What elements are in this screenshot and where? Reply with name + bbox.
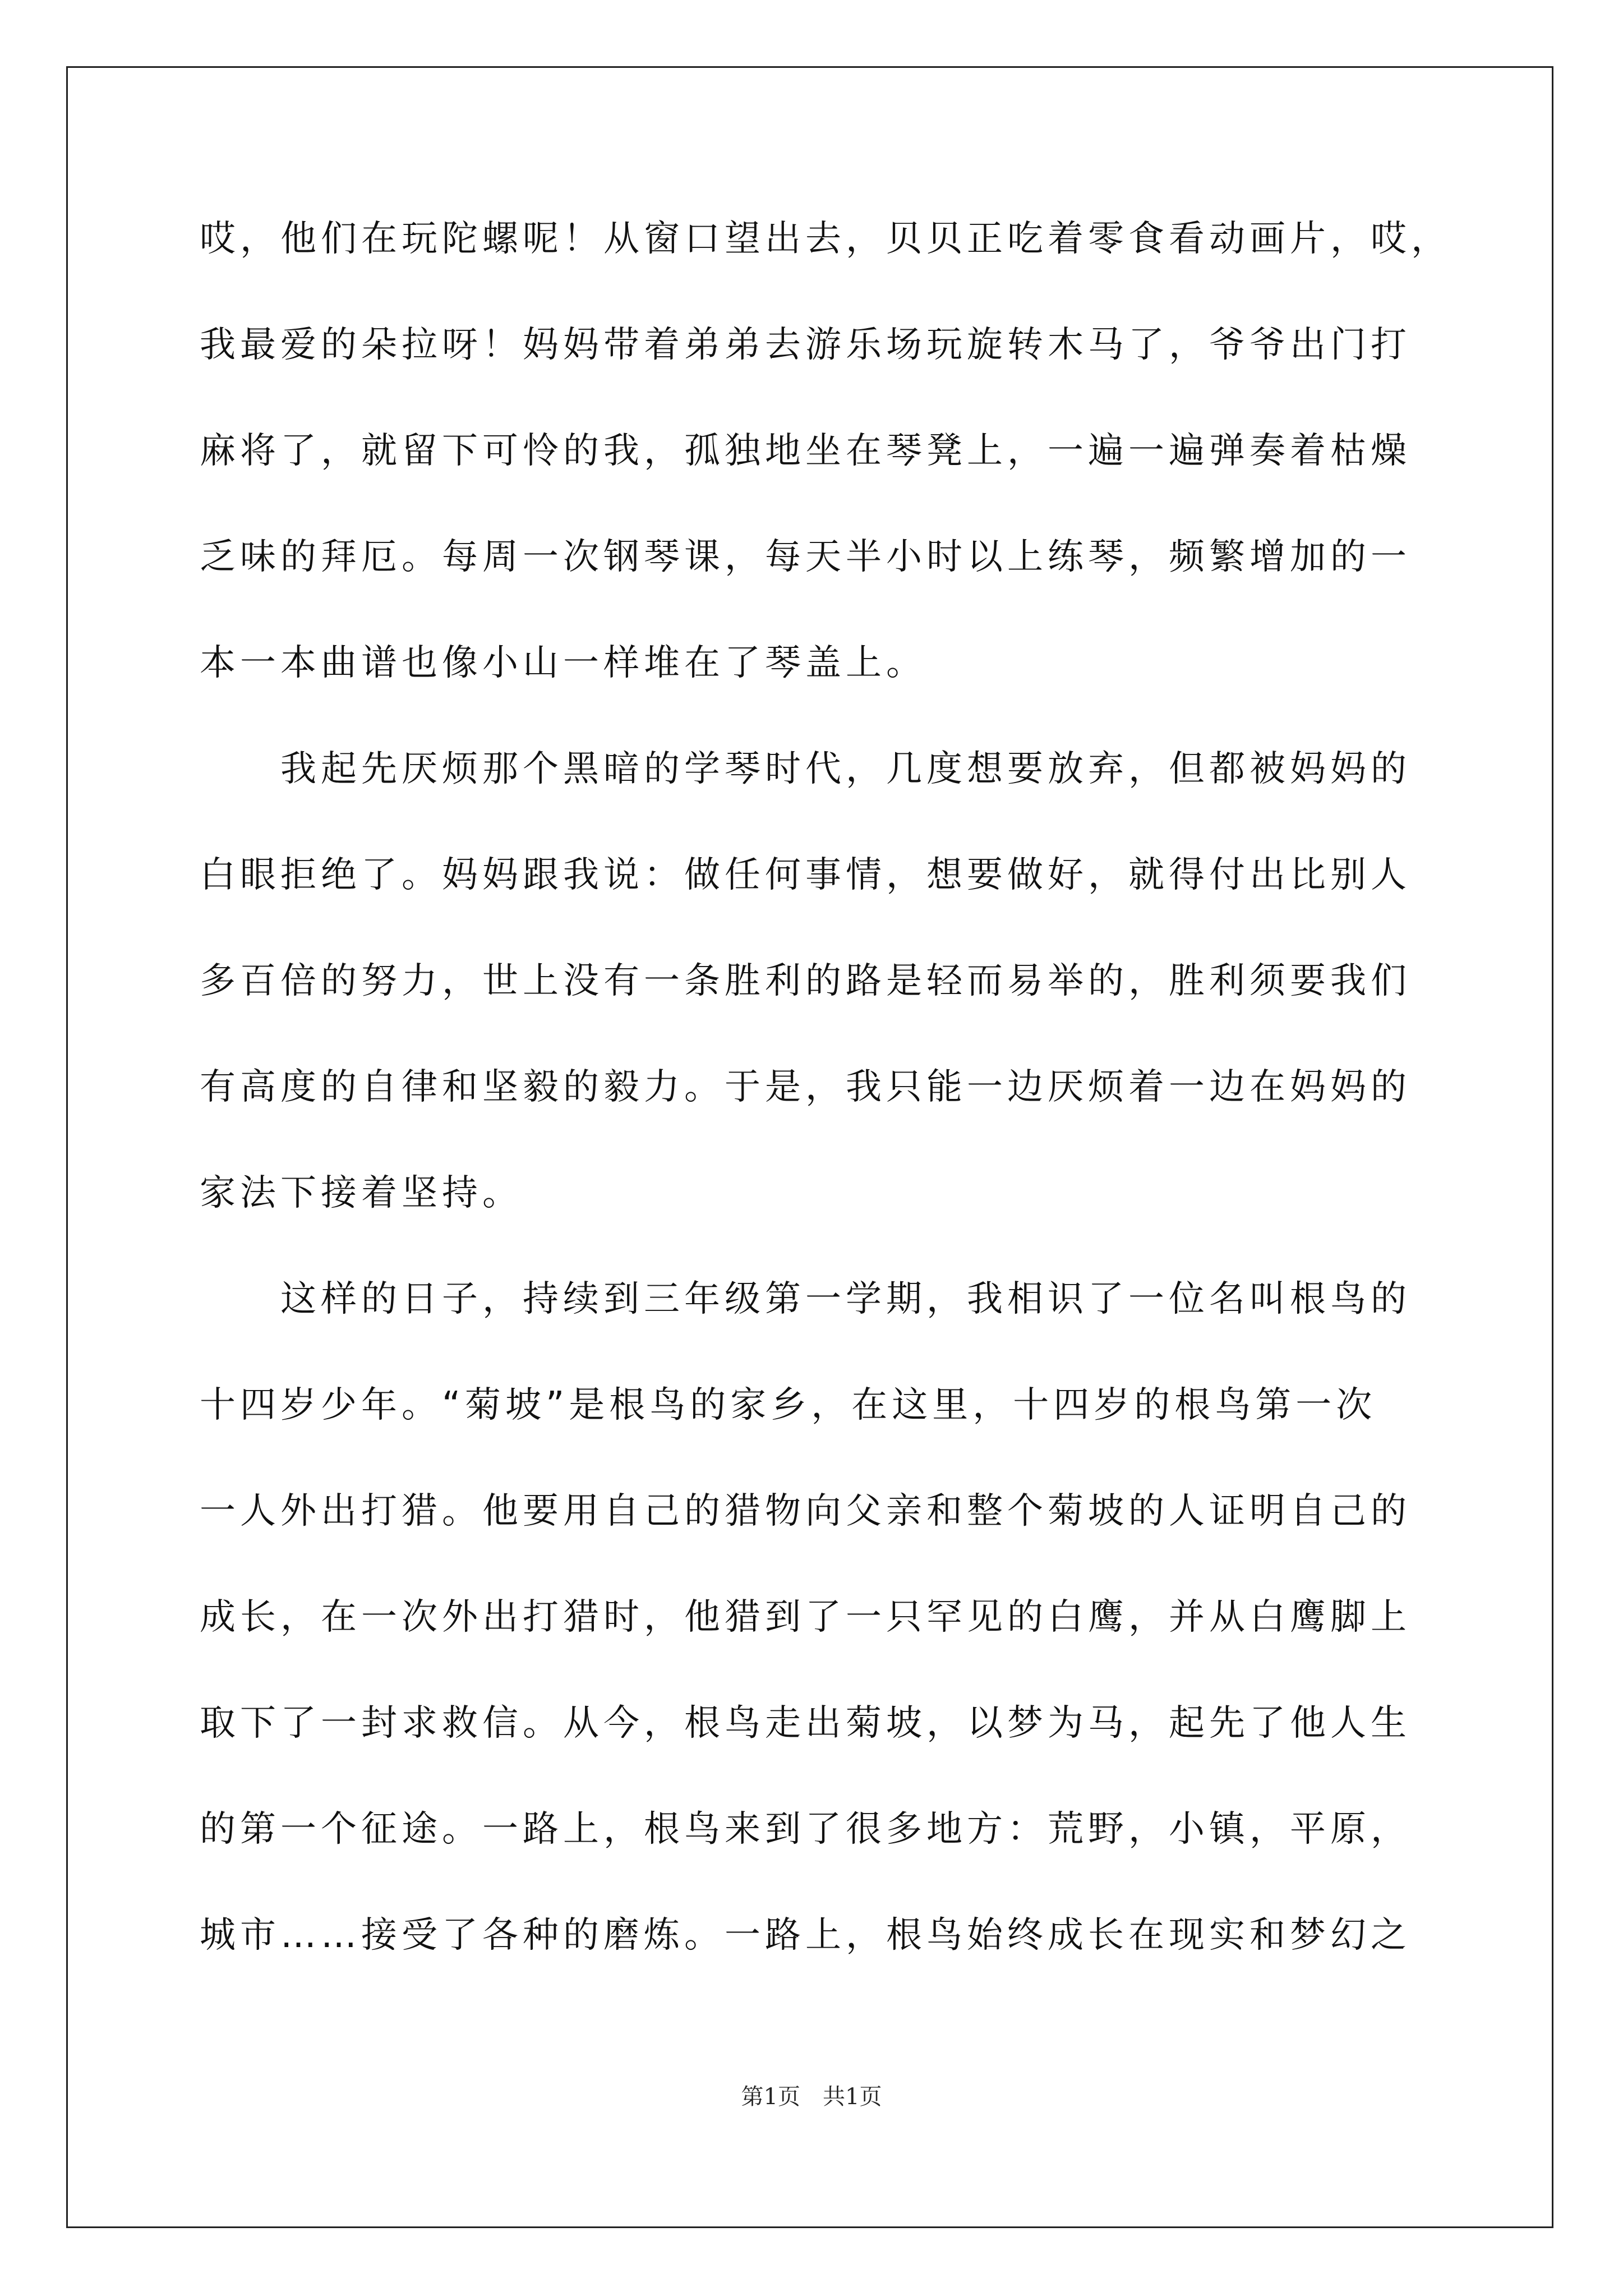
- text-line-2: 我最爱的朵拉呀！妈妈带着弟弟去游乐场玩旋转木马了，爷爷出门打: [200, 324, 1411, 366]
- text-line-3: 麻将了，就留下可怜的我，孤独地坐在琴凳上，一遍一遍弹奏着枯燥: [200, 430, 1411, 472]
- text-line-8: 多百倍的努力，世上没有一条胜利的路是轻而易举的，胜利须要我们: [200, 960, 1411, 1002]
- text-line-4: 乏味的拜厄。每周一次钢琴课，每天半小时以上练琴，频繁增加的一: [200, 536, 1411, 578]
- text-line-1: 哎，他们在玩陀螺呢！从窗口望出去，贝贝正吃着零食看动画片，哎，: [200, 218, 1451, 260]
- text-line-9: 有高度的自律和坚毅的毅力。于是，我只能一边厌烦着一边在妈妈的: [200, 1066, 1411, 1108]
- text-line-15: 取下了一封求救信。从今，根鸟走出菊坡，以梦为马，起先了他人生: [200, 1703, 1411, 1744]
- text-line-7: 白眼拒绝了。妈妈跟我说：做任何事情，想要做好，就得付出比别人: [200, 854, 1411, 896]
- text-line-12: 十四岁少年。“菊坡”是根鸟的家乡，在这里，十四岁的根鸟第一次: [200, 1384, 1377, 1426]
- document-body: [200, 208, 1451, 2010]
- text-line-5: 本一本曲谱也像小山一样堆在了琴盖上。: [200, 642, 926, 684]
- text-line-17: 城市……接受了各种的磨炼。一路上，根鸟始终成长在现实和梦幻之: [200, 1915, 1411, 1956]
- page-number-footer: 第1页 共1页: [741, 2084, 882, 2110]
- text-line-11: 这样的日子，持续到三年级第一学期，我相识了一位名叫根鸟的: [200, 1278, 1411, 1320]
- text-line-6: 我起先厌烦那个黑暗的学琴时代，几度想要放弃，但都被妈妈的: [200, 748, 1411, 790]
- text-line-16: 的第一个征途。一路上，根鸟来到了很多地方：荒野，小镇，平原，: [200, 1809, 1411, 1850]
- text-line-10: 家法下接着坚持。: [200, 1172, 523, 1214]
- text-line-13: 一人外出打猎。他要用自己的猎物向父亲和整个菊坡的人证明自己的: [200, 1490, 1411, 1532]
- text-line-14: 成长，在一次外出打猎时，他猎到了一只罕见的白鹰，并从白鹰脚上: [200, 1596, 1411, 1638]
